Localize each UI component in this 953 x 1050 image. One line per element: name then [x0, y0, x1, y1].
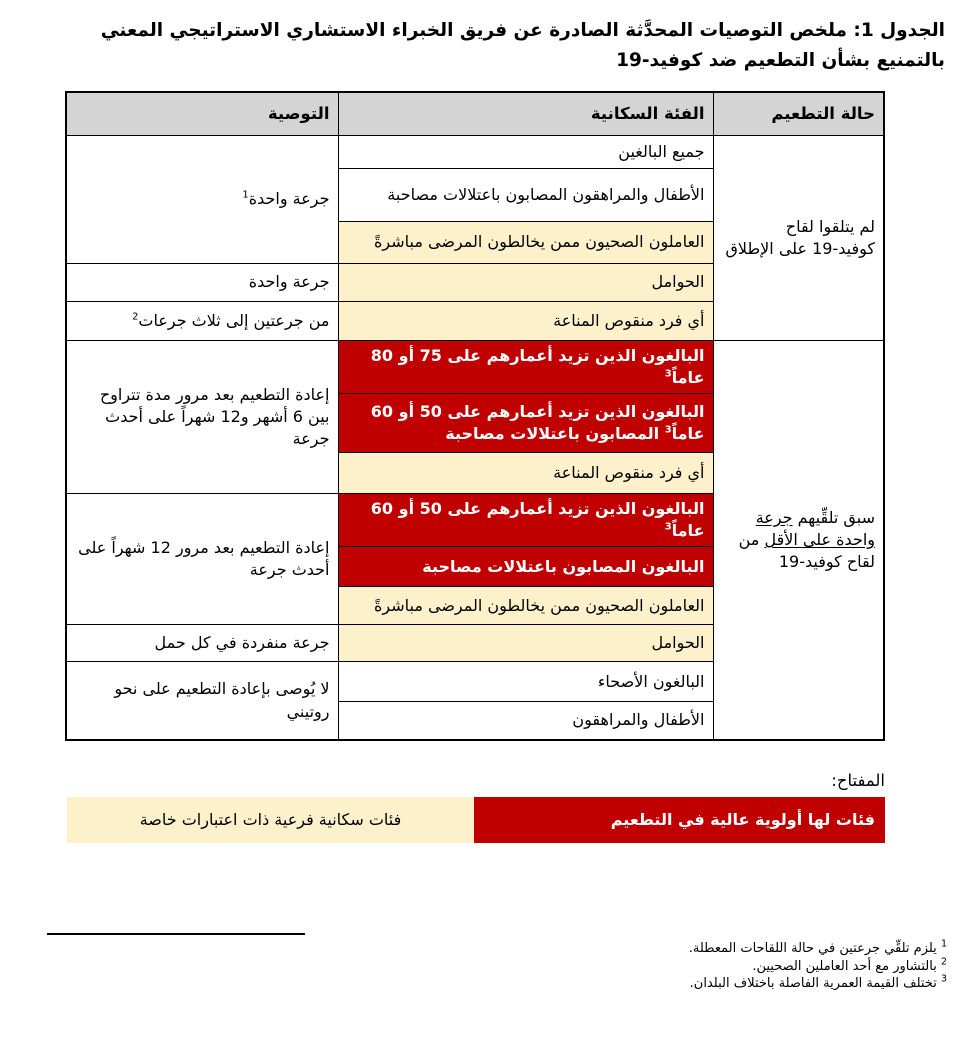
- status-prior-underlined: جرعة واحدة على الأقل: [755, 507, 875, 549]
- footnote-ref-1: 1: [242, 190, 249, 202]
- status-prior-pre: سبق تلقِّيهم: [792, 507, 875, 527]
- header-row: [66, 92, 884, 136]
- pop-pregnant: الحوامل: [338, 625, 713, 662]
- status-never-vaccinated: لم يتلقوا لقاح كوفيد-19 على الإطلاق: [713, 135, 884, 340]
- table-title: الجدول 1: ملخص التوصيات المحدَّثة الصادرة عن فريق الخبراء الاستشاري الاستراتيجي المعني بالتمنيع بشأن التطعيم ضد كوفيد-19: [100, 20, 945, 71]
- document-page: [0, 16, 953, 1050]
- footnote-2: [689, 958, 947, 976]
- pop-all-adults: جميع البالغين: [338, 135, 713, 168]
- rec-one-dose: جرعة واحدة: [66, 263, 338, 301]
- pop-immunocompromised: أي فرد منقوص المناعة: [338, 301, 713, 340]
- footnote-3: [689, 975, 947, 993]
- key-table: [67, 797, 885, 843]
- pop-immunocompromised: أي فرد منقوص المناعة: [338, 453, 713, 494]
- pop-adults-50-60-comorbid-post: المصابون باعتلالات مصاحبة: [445, 424, 665, 444]
- pop-adults-50-60-comorbid: [338, 394, 713, 453]
- pop-adults-75-80: [338, 340, 713, 393]
- pop-adults-50-60: [338, 494, 713, 547]
- status-previously-vaccinated: [713, 340, 884, 739]
- rec-two-to-three: [66, 301, 338, 340]
- status-prior-post: من لقاح كوفيد-19: [738, 529, 875, 571]
- pop-adults-50-60-comorbid-pre: البالغون الذين تزيد أعمارهم على 50 أو 60 عاماً: [370, 402, 705, 444]
- pop-adults-50-60-text: البالغون الذين تزيد أعمارهم على 50 أو 60 عاماً: [370, 499, 705, 541]
- footnote-ref-3: 3: [664, 521, 672, 533]
- rec-revax-12: إعادة التطعيم بعد مرور 12 شهراً على أحدث جرعة: [66, 494, 338, 625]
- footnote-1-text: يلزم تلقِّي جرعتين في حالة اللقاحات المعطلة.: [688, 941, 937, 956]
- key-high-priority: فئات لها أولوية عالية في التطعيم: [474, 797, 885, 843]
- footnote-3-text: تختلف القيمة العمرية الفاصلة باختلاف البلدان.: [689, 976, 937, 991]
- footnote-separator: [47, 933, 305, 935]
- footnote-2-text: بالتشاور مع أحد العاملين الصحيين.: [752, 958, 937, 974]
- footnotes: [689, 940, 947, 993]
- footnote-ref-2: 2: [132, 311, 139, 323]
- rec-one-dose-fn: [66, 135, 338, 263]
- pop-health-workers: العاملون الصحيون ممن يخالطون المرضى مباشرةً: [338, 221, 713, 263]
- pop-pregnant: الحوامل: [338, 263, 713, 301]
- key-special-considerations: فئات سكانية فرعية ذات اعتبارات خاصة: [67, 797, 474, 843]
- table-row: [66, 135, 884, 168]
- rec-single-per-pregnancy: جرعة منفردة في كل حمل: [66, 625, 338, 662]
- header-vaccination-status: حالة التطعيم: [713, 92, 884, 136]
- pop-children-adolescents: الأطفال والمراهقون: [338, 702, 713, 740]
- recommendations-table: [65, 91, 885, 741]
- pop-children-comorbid: الأطفال والمراهقون المصابون باعتلالات مصاحبة: [338, 168, 713, 221]
- footnote-ref-3: 3: [664, 368, 672, 380]
- header-recommendation: التوصية: [66, 92, 338, 136]
- header-population-category: الفئة السكانية: [338, 92, 713, 136]
- pop-adults-75-80-text: البالغون الذين تزيد أعمارهم على 75 أو 80 عاماً: [370, 345, 705, 388]
- table-row: [66, 340, 884, 393]
- footnote-1: [689, 940, 947, 958]
- key-label: المفتاح:: [831, 770, 885, 790]
- footnote-3-num: 3: [940, 973, 947, 985]
- key-row: [67, 797, 885, 843]
- rec-revax-6-12: إعادة التطعيم بعد مرور مدة تتراوح بين 6 أشهر و12 شهراً على أحدث جرعة: [66, 340, 338, 493]
- rec-one-dose-fn-text: جرعة واحدة: [248, 189, 330, 209]
- pop-adults-comorbid: البالغون المصابون باعتلالات مصاحبة: [338, 547, 713, 587]
- footnote-1-num: 1: [940, 938, 947, 950]
- rec-two-to-three-text: من جرعتين إلى ثلاث جرعات: [138, 310, 330, 330]
- footnote-2-num: 2: [940, 956, 947, 968]
- pop-healthy-adults: البالغون الأصحاء: [338, 662, 713, 702]
- footnote-ref-3: 3: [664, 424, 672, 436]
- pop-health-workers: العاملون الصحيون ممن يخالطون المرضى مباشرةً: [338, 587, 713, 625]
- rec-no-routine: لا يُوصى بإعادة التطعيم على نحو روتيني: [66, 662, 338, 740]
